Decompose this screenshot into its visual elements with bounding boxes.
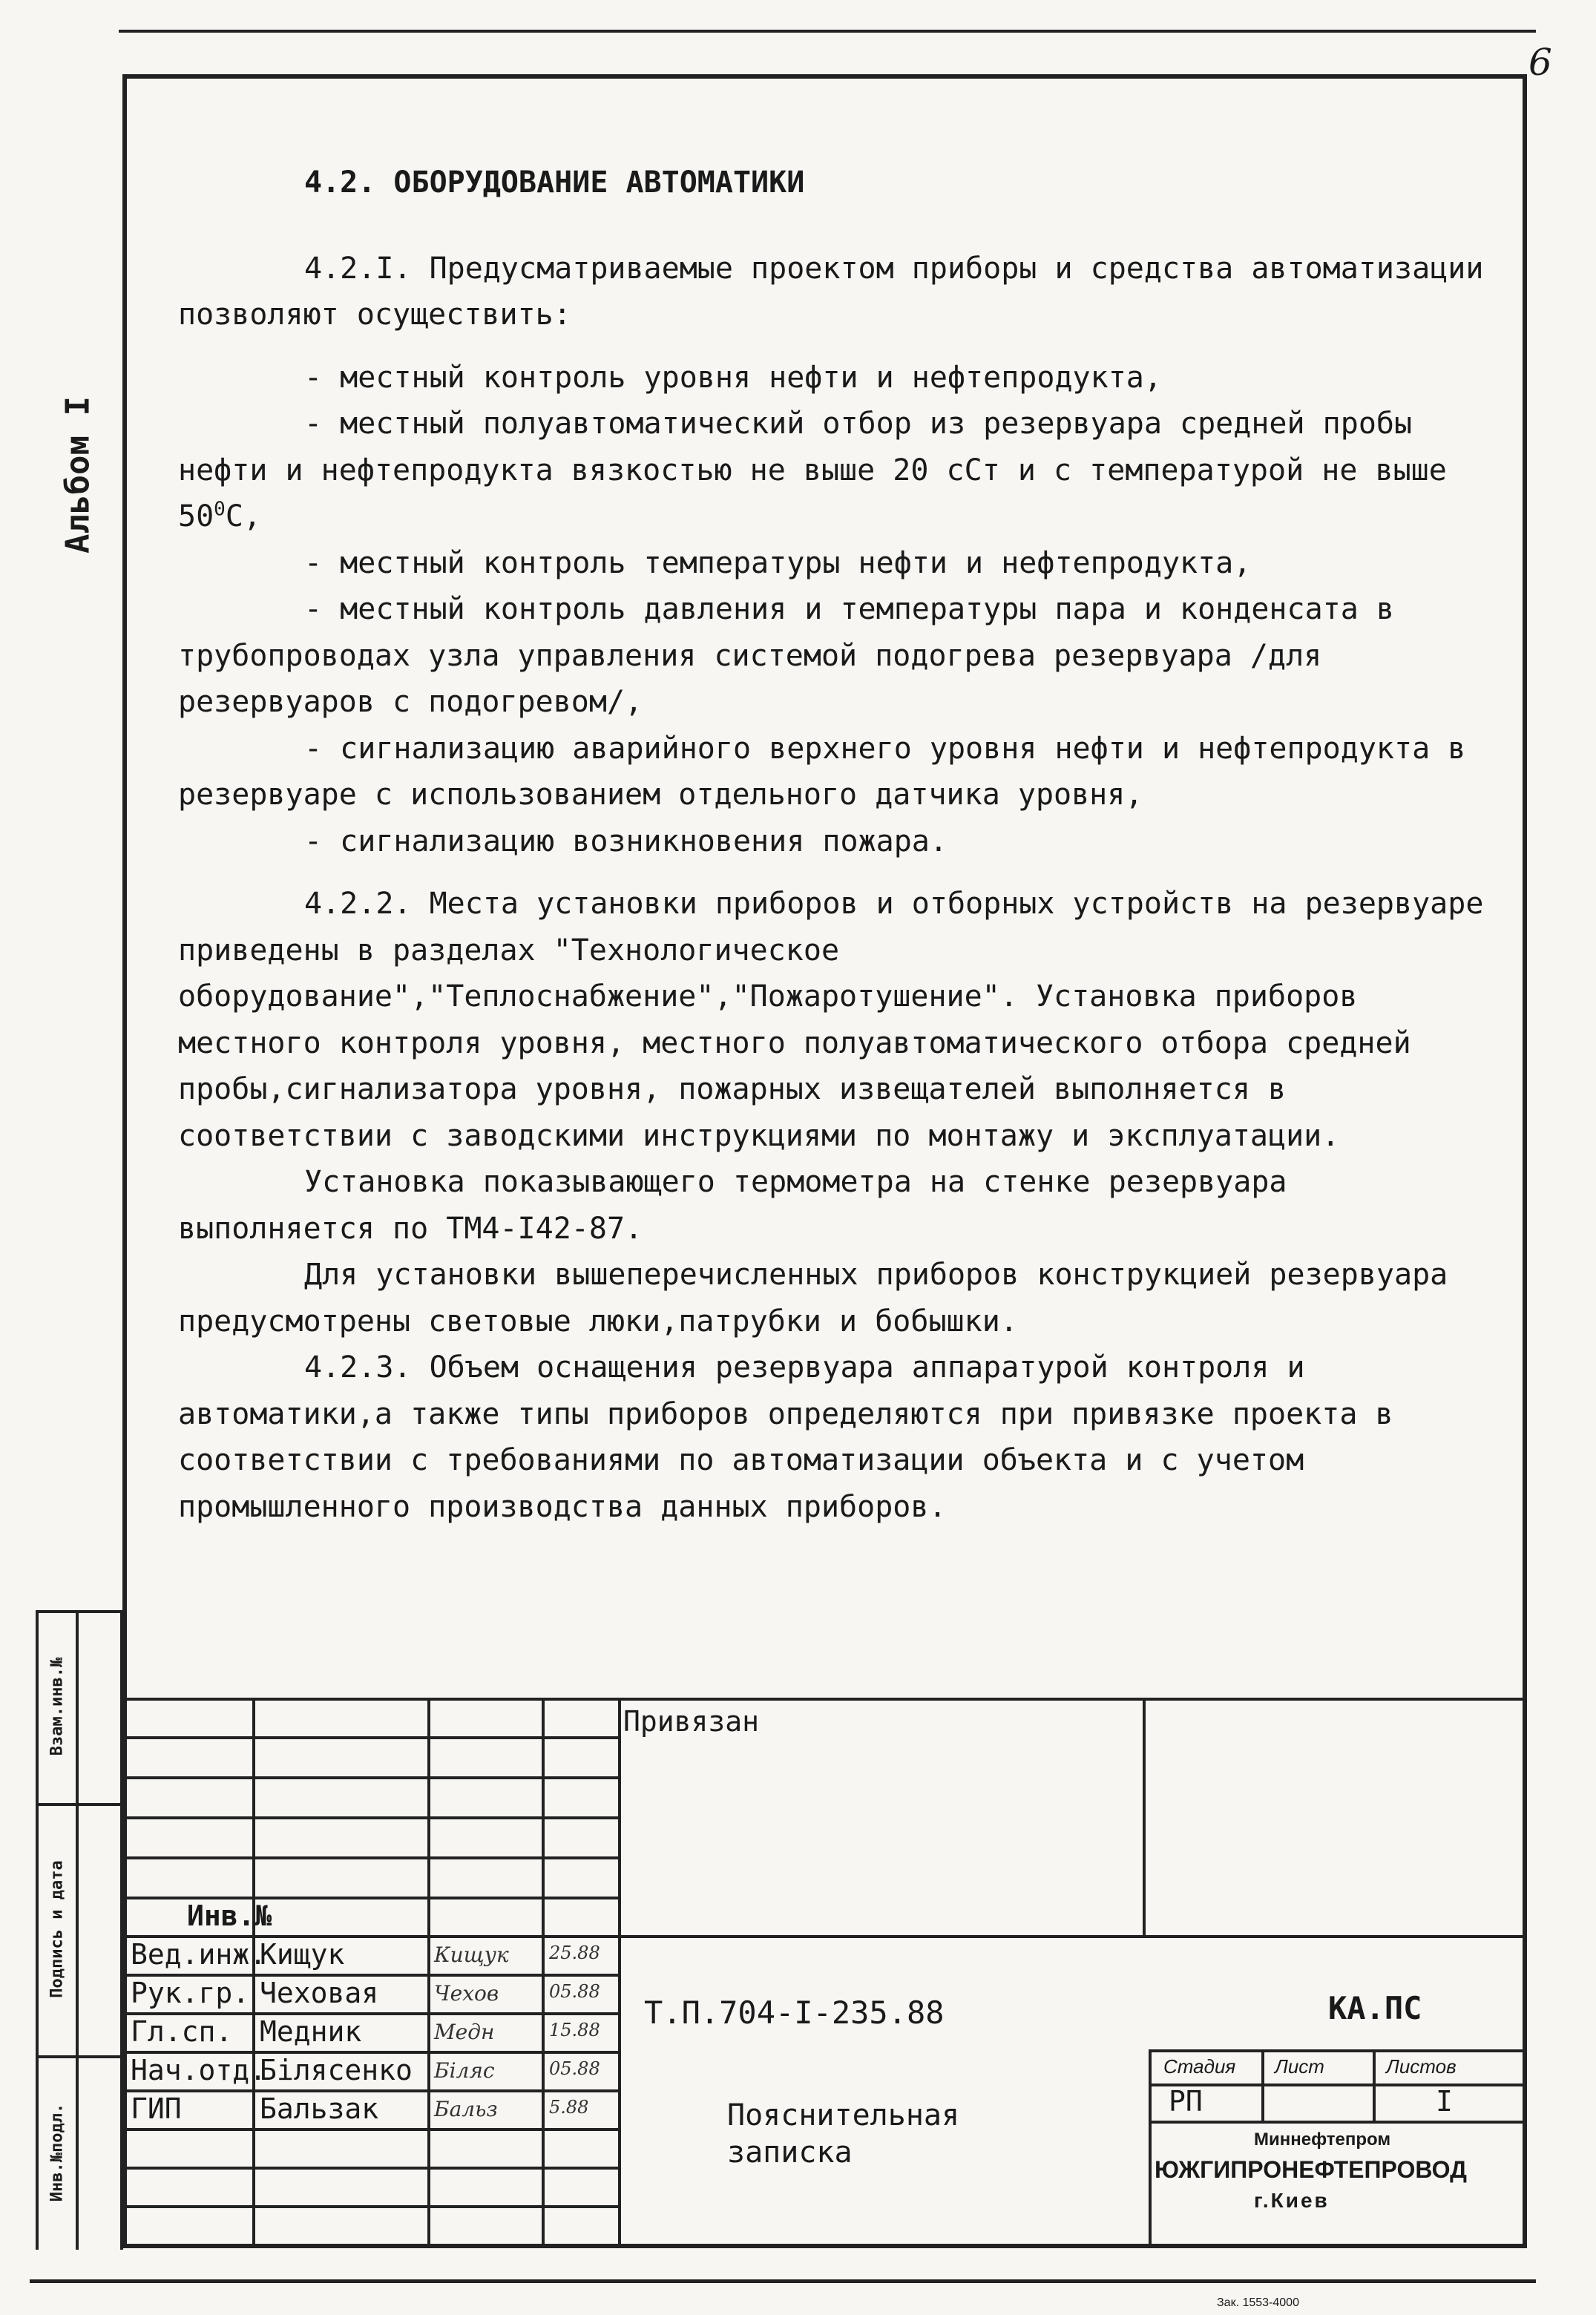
title-block-rule (122, 2128, 620, 2131)
org-city: г.Киев (1254, 2189, 1330, 2212)
signer-name: Медник (260, 2015, 362, 2048)
frame-top-line (119, 30, 1536, 33)
side-podpis-data: Подпись и дата (47, 1860, 67, 1998)
title-block-rule (122, 1856, 620, 1859)
title-block-col (252, 1698, 255, 2248)
sheets-label: Листов (1386, 2055, 1457, 2078)
signer-role: Рук.гр. (131, 1977, 250, 2009)
paragraph-4-2-3: 4.2.3. Объем оснащения резервуара аппаратурой контроля и автоматики,а также типы приборов определяются при привязке проекта в соответствии с требованиями по автоматизации объекта и с учетом промышленного производства данных приборов. (178, 1350, 1393, 1524)
title-block-rule (1149, 2049, 1527, 2052)
signer-role: Гл.сп. (131, 2015, 233, 2048)
doc-code: Т.П.704-I-235.88 (644, 1994, 945, 2031)
signer-role: ГИП (131, 2092, 182, 2125)
signer-signature: Медн (434, 2020, 495, 2044)
list-item: - местный контроль давления и температуры пара и конденсата в трубопроводах узла управления системой подогрева резервуара /для резервуаров с подогревом/, (178, 592, 1395, 719)
list-item: - сигнализацию аварийного верхнего уровня нефти и нефтепродукта в резервуаре с использованием отдельного датчика уровня, (178, 731, 1466, 812)
signer-signature: Бальз (434, 2097, 498, 2121)
section-title: 4.2. ОБОРУДОВАНИЕ АВТОМАТИКИ (304, 165, 805, 200)
signer-signature: Кищук (434, 1943, 509, 1967)
footer-note: Зак. 1553-4000 (1217, 2296, 1299, 2309)
signer-role: Вед.инж. (131, 1938, 267, 1971)
side-vzam-inv: Взам.инв.№ (47, 1657, 67, 1756)
title-block-col (1149, 2049, 1152, 2248)
list-item: - местный контроль температуры нефти и нефтепродукта, (304, 545, 1252, 580)
title-block-col (1143, 1698, 1146, 1935)
frame-bottom-line (30, 2279, 1536, 2283)
signer-name: Бальзак (260, 2092, 379, 2125)
signer-role: Нач.отд. (131, 2054, 267, 2086)
signer-name: Чеховая (260, 1977, 379, 2009)
signer-name: Бiлясенко (260, 2054, 413, 2086)
list-item: - сигнализацию возникновения пожара. (304, 824, 948, 858)
title-block-top-rule (122, 1698, 1527, 1701)
stage-value: РП (1169, 2085, 1203, 2118)
signer-date: 15.88 (549, 2020, 600, 2040)
signer-signature: Біляс (434, 2058, 495, 2083)
stage-label: Стадия (1163, 2055, 1236, 2078)
title-block-rule (1149, 2084, 1527, 2086)
sheet-label: Лист (1275, 2055, 1324, 2078)
signer-date: 05.88 (549, 1981, 600, 2002)
title-block-col (427, 1698, 430, 2248)
page-number: 6 (1528, 41, 1552, 84)
paragraph-thermometer: Установка показывающего термометра на стенке резервуара выполняется по ТМ4-I42-87. (178, 1165, 1287, 1246)
list-item: - местный контроль уровня нефти и нефтепродукта, (304, 360, 1162, 395)
signer-date: 05.88 (549, 2058, 600, 2079)
side-inv-podl: Инв.№подл. (47, 2103, 67, 2202)
doc-name: Пояснительная записка (727, 2098, 960, 2170)
signer-signature: Чехов (434, 1981, 499, 2006)
title-block-col (618, 1698, 621, 2248)
inv-no-label: Инв.№ (187, 1899, 272, 1932)
paragraph-4-2-1: 4.2.I. Предусматриваемые проектом приборы и средства автоматизации позволяют осуществить: (178, 251, 1484, 332)
title-block-rule (122, 1736, 620, 1739)
title-block-rule (122, 2167, 620, 2170)
title-block-rule (122, 2205, 620, 2208)
paragraph-mounting: Для установки вышеперечисленных приборов конструкцией резервуара предусмотрены световые люки,патрубки и бобышки. (178, 1258, 1448, 1339)
title-block-col (542, 1698, 545, 2248)
sheet-code: КА.ПС (1328, 1990, 1422, 2026)
title-block-rule (122, 1776, 620, 1779)
title-block-col (1373, 2049, 1376, 2121)
privyazan-label: Привязан (623, 1705, 760, 1738)
signer-date: 25.88 (549, 1943, 600, 1963)
title-block-rule (1149, 2121, 1527, 2124)
document-body (178, 160, 1491, 1530)
signer-date: 5.88 (549, 2097, 589, 2118)
org-ministry: Миннефтепром (1254, 2130, 1391, 2150)
signer-name: Кищук (260, 1938, 345, 1971)
title-block-rule (122, 1816, 620, 1819)
paragraph-4-2-2: 4.2.2. Места установки приборов и отборных устройств на резервуаре приведены в разделах "Технологическое оборудование","Теплоснабжение","Пожаротушение". Установка приборов местного контроля уровня, местного полуавтоматического отбора средней пробы,сигнализатора уровня, пожарных извещателей выполняется в соответствии с заводскими инструкциями по монтажу и эксплуатации. (178, 887, 1484, 1153)
title-block-col (1261, 2049, 1264, 2121)
sheets-value: I (1436, 2085, 1453, 2118)
list-item: - местный полуавтоматический отбор из резервуара средней пробы нефти и нефтепродукта вязкостью не выше 20 сСт и с температурой не выше $50^0С$, (178, 407, 1447, 533)
album-label: Альбом I (59, 396, 97, 554)
org-name: ЮЖГИПРОНЕФТЕПРОВОД (1155, 2156, 1467, 2183)
